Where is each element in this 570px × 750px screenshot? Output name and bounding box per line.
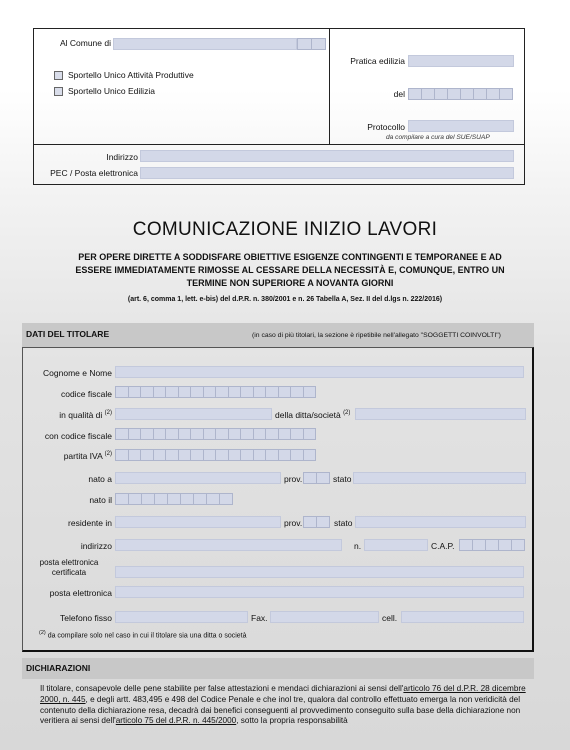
subtitle-line-2: ESSERE IMMEDIATAMENTE RIMOSSE AL CESSARE DELLA NECESSITÀ E, COMUNQUE, ENTRO UN (75, 265, 505, 275)
protocollo-input[interactable] (408, 120, 514, 132)
link-art75[interactable]: articolo 75 del d.P.R. n. 445/2000 (115, 716, 237, 726)
residente-prov-input[interactable] (303, 516, 329, 528)
fax-label: Fax. (251, 613, 268, 623)
residente-in-input[interactable] (115, 516, 281, 528)
nato-stato-label: stato (333, 474, 352, 484)
comune-label: Al Comune di (59, 38, 111, 48)
legal-reference: (art. 6, comma 1, lett. e-bis) del d.P.R. n. 380/2001 e n. 26 Tabella A, Sez. II del d.lgs n. 222/2016) (127, 296, 443, 303)
nato-prov-input[interactable] (303, 472, 329, 484)
pec-titolare-input[interactable] (115, 566, 524, 578)
email-titolare-input[interactable] (115, 586, 524, 598)
del-label: del (393, 89, 405, 99)
pratica-label: Pratica edilizia (350, 56, 405, 66)
nato-prov-label: prov. (284, 474, 303, 484)
dichiarazioni-text: Il titolare, consapevole delle pene stabilite per false attestazioni e mendaci dichiarazioni ai sensi dell'articolo 76 del d.P.R. 28 dicembre 2000, n. 445, e degli artt. 483,495 e 498 del Codice Penale e che inol tre, qualora dal controllo effettuato emerga la non veridicità del contenuto della dichiarazione resa, decadrà dai benefici conseguenti al provvedimento conseguito sulla base della dichiarazione non veritiera ai sensi dell'articolo 75 del d.P.R. n. 445/2000, sotto la propria responsabilità (40, 684, 526, 726)
dichiarazioni-section-title: DICHIARAZIONI (26, 663, 91, 673)
residente-prov-label: prov. (284, 518, 303, 528)
indirizzo-label: Indirizzo (106, 152, 138, 162)
fax-input[interactable] (270, 611, 379, 623)
sportello-edilizia-label: Sportello Unico Edilizia (68, 86, 155, 96)
dichiarazioni-header-bar (22, 658, 534, 679)
page-title: COMUNICAZIONE INIZIO LAVORI (132, 219, 438, 240)
pec-input[interactable] (140, 167, 514, 179)
cell-input[interactable] (401, 611, 524, 623)
sportello-attivita-label: Sportello Unico Attività Produttive (68, 70, 194, 80)
della-ditta-input[interactable] (355, 408, 526, 420)
titolare-header-bar (22, 323, 534, 347)
subtitle-line-1: PER OPERE DIRETTE A SODDISFARE OBIETTIVE ESIGENZE CONTINGENTI E TEMPORANEE E AD (78, 252, 502, 262)
partita-iva-input[interactable] (115, 449, 315, 461)
titolare-footnote: $^{(2)}$ da compilare solo nel caso in cui il titolare sia una ditta o società (39, 630, 247, 640)
protocollo-note: da compilare a cura del SUE/SUAP (386, 134, 490, 141)
telefono-input[interactable] (115, 611, 248, 623)
comune-code-input[interactable] (297, 38, 325, 50)
partita-iva-label: partita IVA $^{(2)}$ (63, 451, 112, 461)
in-qualita-input[interactable] (115, 408, 272, 420)
residente-stato-label: stato (334, 518, 353, 528)
email-titolare-label: posta elettronica (49, 588, 112, 598)
indirizzo-titolare-label: indirizzo (80, 541, 112, 551)
titolare-section-title: DATI DEL TITOLARE (26, 329, 110, 339)
cap-label: C.A.P. (431, 541, 455, 551)
indirizzo-input[interactable] (140, 150, 514, 162)
nato-a-label: nato a (88, 474, 112, 484)
con-codice-fiscale-label: con codice fiscale (44, 431, 112, 441)
sportello-attivita-checkbox[interactable] (54, 71, 63, 80)
della-ditta-label: della ditta/società $^{(2)}$ (275, 410, 351, 420)
footnote-2-ref: (2) (104, 410, 112, 417)
subtitle-line-3: TERMINE NON SUPERIORE A NOVANTA GIORNI (186, 278, 394, 288)
nato-stato-input[interactable] (353, 472, 526, 484)
comune-input[interactable] (113, 38, 297, 50)
con-codice-fiscale-input[interactable] (115, 428, 315, 440)
civico-label: n. (354, 541, 362, 551)
cognome-nome-label: Cognome e Nome (43, 368, 112, 378)
indirizzo-titolare-input[interactable] (115, 539, 342, 551)
sportello-edilizia-checkbox[interactable] (54, 87, 63, 96)
pec-label: PEC / Posta elettronica (50, 168, 138, 178)
pec-titolare-label: posta elettronica certificata (39, 558, 99, 577)
cell-label: cell. (382, 613, 398, 623)
pratica-input[interactable] (408, 55, 514, 67)
footnote-2-ref: (2) (343, 410, 351, 417)
cognome-nome-input[interactable] (115, 366, 524, 378)
residente-in-label: residente in (68, 518, 112, 528)
del-date-input[interactable] (408, 88, 512, 100)
codice-fiscale-input[interactable] (115, 386, 315, 398)
nato-a-input[interactable] (115, 472, 281, 484)
residente-stato-input[interactable] (355, 516, 526, 528)
civico-input[interactable] (364, 539, 428, 551)
telefono-label: Telefono fisso (60, 613, 112, 623)
protocollo-label: Protocollo (367, 122, 405, 132)
link-art76[interactable]: articolo 76 del d.P.R. 28 dicembre 2000, n. 445 (40, 684, 526, 704)
cap-input[interactable] (459, 539, 524, 551)
nato-il-label: nato il (89, 495, 112, 505)
titolare-section-note: (in caso di più titolari, la sezione è ripetibile nell'allegato "SOGGETTI COINVOLTI") (252, 332, 501, 339)
footnote-2-ref: (2) (104, 451, 112, 458)
nato-il-input[interactable] (115, 493, 232, 505)
codice-fiscale-label: codice fiscale (60, 389, 112, 399)
in-qualita-label: in qualità di $^{(2)}$ (59, 410, 112, 420)
